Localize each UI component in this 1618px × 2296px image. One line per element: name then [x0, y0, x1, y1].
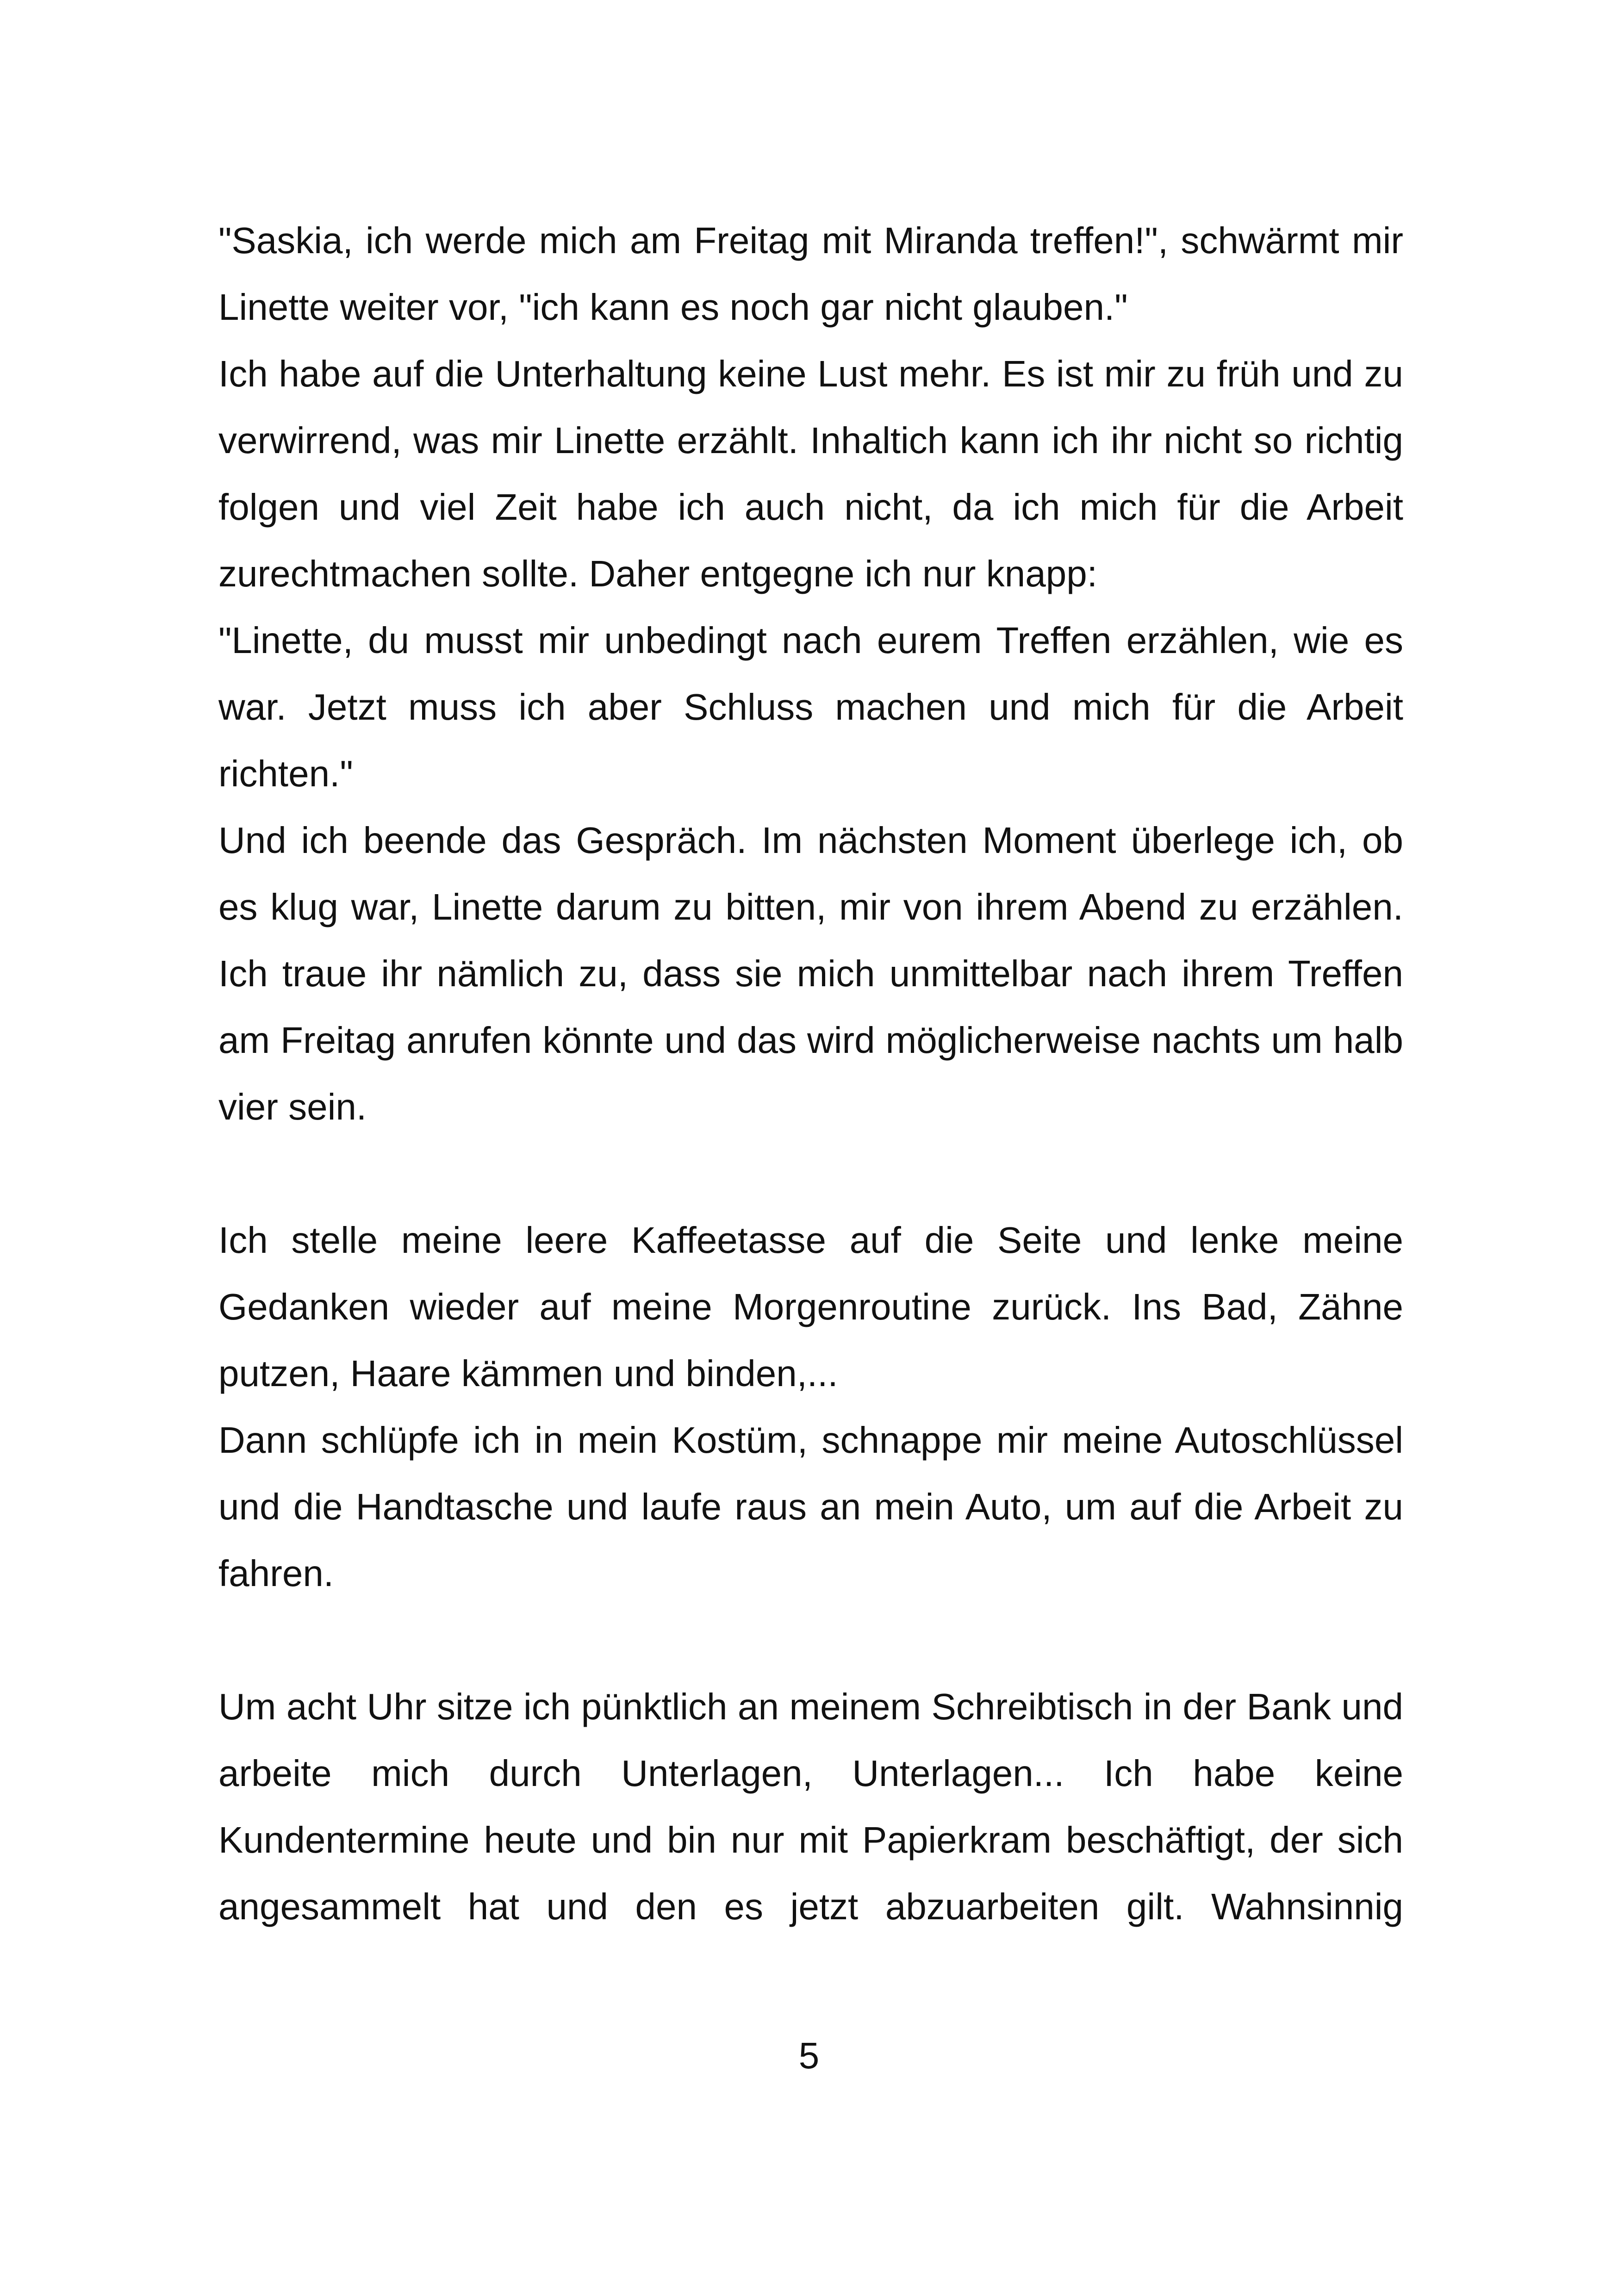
paragraph: Und ich beende das Gespräch. Im nächsten Moment überlege ich, ob es klug war, Linette darum zu bitten, mir von ihrem Abend zu erzählen. Ich traue ihr nämlich zu, dass sie mich unmittelbar nach ihrem Treffen am Freitag anrufen könnte und das wird möglicherweise nachts um halb vier sein.	[218, 820, 1403, 1127]
paragraph-spacer	[218, 1607, 1403, 1674]
paragraph: Dann schlüpfe ich in mein Kostüm, schnappe mir meine Autoschlüssel und die Handtasche und laufe raus an mein Auto, um auf die Arbeit zu fahren.	[218, 1419, 1403, 1594]
body-text	[218, 207, 1403, 1940]
paragraph: Ich habe auf die Unterhaltung keine Lust mehr. Es ist mir zu früh und zu verwirrend, was mir Linette erzählt. Inhaltich kann ich ihr nicht so richtig folgen und viel Zeit habe ich auch nicht, da ich mich für die Arbeit zurechtmachen sollte. Daher entgegne ich nur knapp:	[218, 353, 1403, 594]
paragraph-spacer	[218, 1140, 1403, 1207]
paragraph: "Saskia, ich werde mich am Freitag mit Miranda treffen!", schwärmt mir Linette weiter vor, "ich kann es noch gar nicht glauben."	[218, 220, 1403, 328]
paragraph: Ich stelle meine leere Kaffeetasse auf die Seite und lenke meine Gedanken wieder auf meine Morgenroutine zurück. Ins Bad, Zähne putzen, Haare kämmen und binden,...	[218, 1220, 1403, 1394]
paragraph: Um acht Uhr sitze ich pünktlich an meinem Schreibtisch in der Bank und arbeite mich durch Unterlagen, Unterlagen... Ich habe keine Kundentermine heute und bin nur mit Papierkram beschäftigt, der sich angesammelt hat und den es jetzt abzuarbeiten gilt. Wahnsinnig	[218, 1686, 1403, 1927]
paragraph: "Linette, du musst mir unbedingt nach eurem Treffen erzählen, wie es war. Jetzt muss ich aber Schluss machen und mich für die Arbeit richten."	[218, 620, 1403, 794]
page-number: 5	[798, 2035, 820, 2076]
